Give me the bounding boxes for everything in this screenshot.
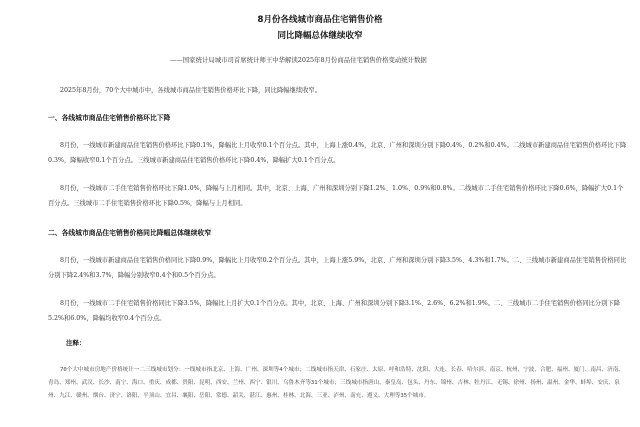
note-text: 70个大中城市房地产价格统计一二三线城市划分：一线城市指北京、上海、广州、深圳等4个城市；二线城市指天津、石家庄、太原、呼和浩特、沈阳、大连、长春、哈尔滨、南京、杭州、宁波、合肥、福州、厦门、南昌、济南、青岛、郑州、武汉、长沙、南宁、海口、重庆、成都、贵阳、昆明、西安、兰州、西宁、银川、乌鲁木齐等31个城市；三线城市指唐山、秦皇岛、包头、丹东、锦州、吉林、牡丹江、无锡、徐州、扬州、温州、金华、蚌埠、安庆、泉州、九江、赣州、烟台、济宁、洛阳、平顶山、宜昌、襄阳、岳阳、常德、韶关、湛江、惠州、桂林、北海、三亚、泸州、南充、遵义、大理等35个城市。 (48, 367, 624, 399)
section1-paragraph1: 8月份，一线城市新建商品住宅销售价格环比下降0.1%，降幅比上月收窄0.1个百分点。其中，上海上涨0.4%，北京、广州和深圳分别下降0.4%、0.2%和0.4%。二线城市新建商品住宅销售价格环比下降0.3%，降幅收窄0.1个百分点。三线城市新建商品住宅销售价格环比下降0.4%，降幅扩大0.1个百分点。 (48, 142, 627, 164)
section1-paragraph2: 8月份，一线城市二手住宅销售价格环比下降1.0%，降幅与上月相同。其中，北京、上海、广州和深圳分别下降1.2%、1.0%、0.9%和0.8%。二线城市二手住宅销售价格环比下降0.6%，降幅扩大0.1个百分点。三线城市二手住宅销售价格环比下降0.5%，降幅与上月相同。 (48, 185, 624, 207)
section2-paragraph1: 8月份，一线城市新建商品住宅销售价格同比下降0.9%，降幅比上月收窄0.2个百分点。其中，上海上涨5.9%，北京、广州和深圳分别下降3.5%、4.3%和1.7%。二、三线城市新建商品住宅销售价格同比分别下降2.4%和3.7%，降幅分别收窄0.4个和0.5个百分点。 (48, 257, 627, 279)
note-label: 注释： (66, 339, 86, 347)
subtitle: ——国家统计局城市司首席统计师王中华解读2025年8月份商品住宅销售价格变动统计数据 (170, 56, 427, 64)
page-title-line2: 同比降幅总体继续收窄 (277, 31, 363, 41)
page-title: 8月份各线城市商品住宅销售价格 (257, 15, 383, 25)
section2-heading: 二、各线城市商品住宅销售价格同比降幅总体继续收窄 (48, 229, 212, 237)
intro-paragraph: 2025年8月份，70个大中城市中，各线城市商品住宅销售价格环比下降，同比降幅继续收窄。 (60, 87, 322, 94)
section1-heading: 一、各线城市商品住宅销售价格环比下降 (48, 114, 171, 122)
section2-paragraph2: 8月份，一线城市二手住宅销售价格同比下降3.5%，降幅比上月扩大0.1个百分点。其中，北京、上海、广州和深圳分别下降3.1%、2.6%、6.2%和1.9%。二、三线城市二手住宅销售价格同比分别下降5.2%和6.0%，降幅均收窄0.4个百分点。 (48, 300, 620, 322)
